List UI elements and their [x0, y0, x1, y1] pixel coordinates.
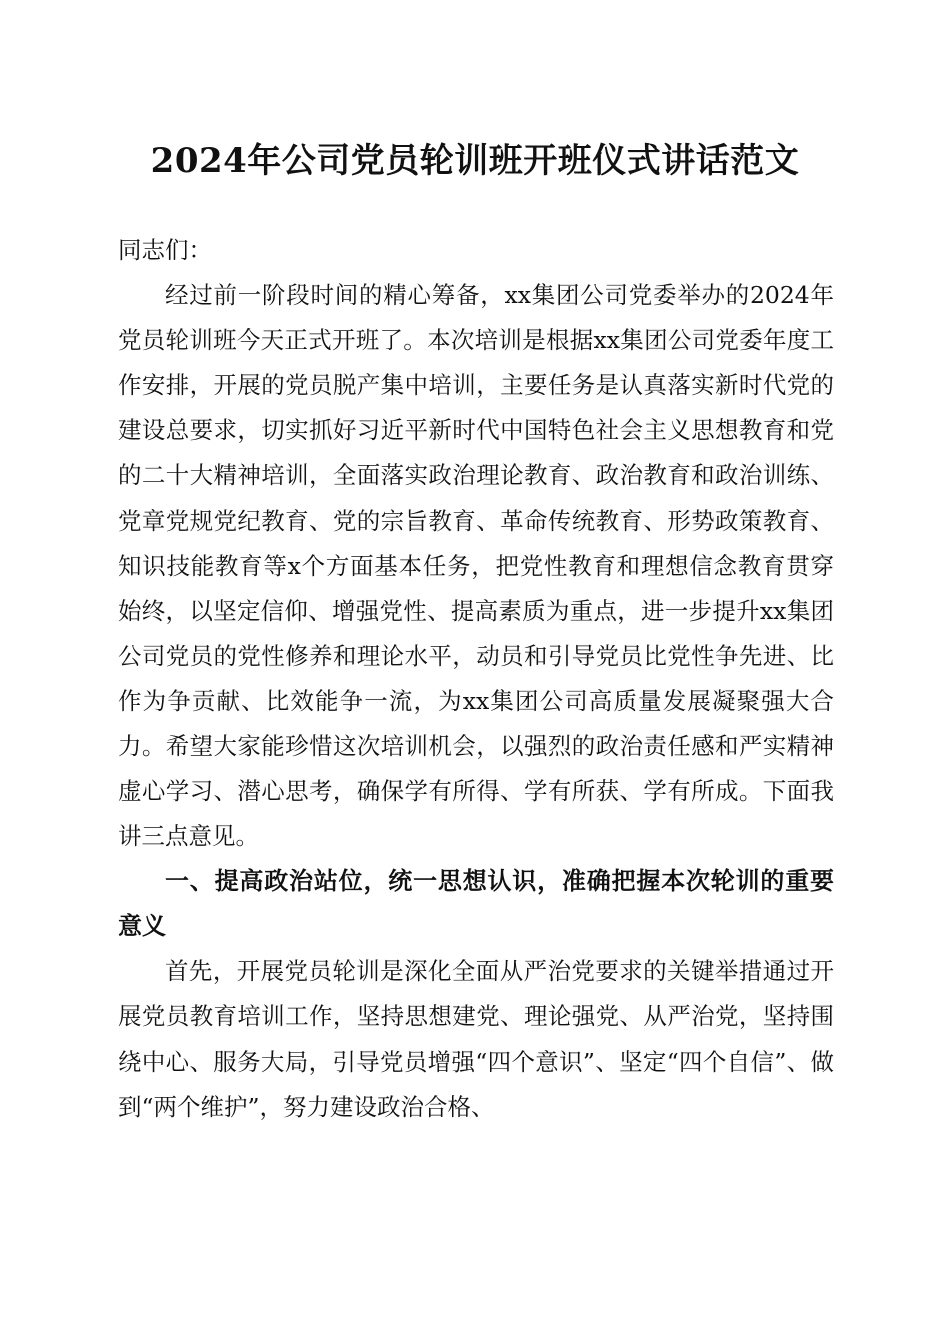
opening-paragraph: 经过前一阶段时间的精心筹备，xx集团公司党委举办的2024年党员轮训班今天正式开班了。本次培训是根据xx集团公司党委年度工作安排，开展的党员脱产集中培训，主要任务是认真落实新时代党的建设总要求，切实抓好习近平新时代中国特色社会主义思想教育和党的二十大精神培训，全面落实政治理论教育、政治教育和政治训练、党章党规党纪教育、党的宗旨教育、革命传统教育、形势政策教育、知识技能教育等x个方面基本任务，把党性教育和理想信念教育贯穿始终，以坚定信仰、增强党性、提高素质为重点，进一步提升xx集团公司党员的党性修养和理论水平，动员和引导党员比党性争先进、比作为争贡献、比效能争一流，为xx集团公司高质量发展凝聚强大合力。希望大家能珍惜这次培训机会，以强烈的政治责任感和严实精神虚心学习、潜心思考，确保学有所得、学有所获、学有所成。下面我讲三点意见。 [118, 281, 834, 851]
section-1-heading: 一、提高政治站位，统一思想认识，准确把握本次轮训的重要意义 [118, 867, 834, 941]
document-title: 2024年公司党员轮训班开班仪式讲话范文 [150, 141, 800, 181]
greeting-line: 同志们： [118, 236, 212, 264]
section-1-paragraph: 首先，开展党员轮训是深化全面从严治党要求的关键举措通过开展党员教育培训工作，坚持思想建党、理论强党、从严治党，坚持围绕中心、服务大局，引导党员增强“四个意识”、坚定“四个自信”、做到“两个维护”，努力建设政治合格、 [118, 957, 834, 1121]
document-body [118, 228, 834, 1130]
